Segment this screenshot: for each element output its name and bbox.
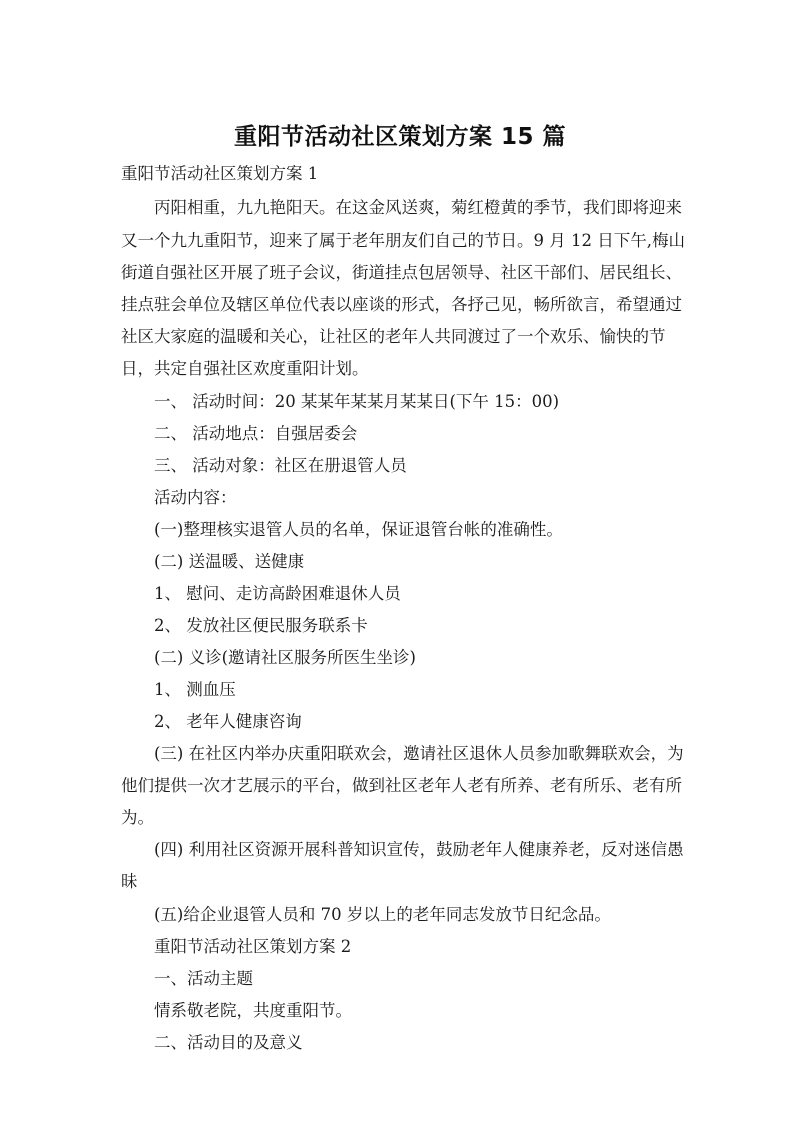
paragraph-line: 社区大家庭的温暖和关心，让社区的老年人共同渡过了一个欢乐、愉快的节 <box>121 327 666 346</box>
paragraph-line: 又一个九九重阳节，迎来了属于老年朋友们自己的节日。9 月 12 日下午,梅山 <box>121 231 685 250</box>
paragraph-line: 昧 <box>121 872 138 891</box>
list-item: (一)整理核实退管人员的名单，保证退管台帐的准确性。 <box>154 520 563 539</box>
paragraph-line: 他们提供一次才艺展示的平台，做到社区老年人老有所养、老有所乐、老有所 <box>121 776 682 795</box>
list-item: 一、 活动时间：20 某某年某某月某某日(下午 15：00) <box>154 392 560 411</box>
list-item: (二) 送温暖、送健康 <box>154 552 305 571</box>
paragraph-line: 街道自强社区开展了班子会议，街道挂点包居领导、社区干部们、居民组长、 <box>121 263 682 282</box>
paragraph-line: 日，共定自强社区欢度重阳计划。 <box>121 359 369 378</box>
list-item: 1、 慰问、走访高龄困难退休人员 <box>154 584 401 603</box>
list-item: (二) 义诊(邀请社区服务所医生坐诊) <box>154 648 416 667</box>
list-item: 二、 活动地点：自强居委会 <box>154 424 358 443</box>
paragraph-line: 情系敬老院，共度重阳节。 <box>154 1001 352 1020</box>
list-item: 2、 发放社区便民服务联系卡 <box>154 616 368 635</box>
page-title: 重阳节活动社区策划方案 15 篇 <box>233 124 567 150</box>
section-heading: 重阳节活动社区策划方案 1 <box>121 164 319 183</box>
paragraph-line: 活动内容： <box>154 488 237 507</box>
list-item: 1、 测血压 <box>154 680 236 699</box>
list-item: 2、 老年人健康咨询 <box>154 712 302 731</box>
paragraph-line: 丙阳相重，九九艳阳天。在这金风送爽，菊红橙黄的季节，我们即将迎来 <box>154 198 682 217</box>
section-heading: 重阳节活动社区策划方案 2 <box>154 937 352 956</box>
list-item: 三、 活动对象：社区在册退管人员 <box>154 456 407 475</box>
list-item: 一、活动主题 <box>154 969 253 988</box>
paragraph-line: 挂点驻会单位及辖区单位代表以座谈的形式，各抒己见，畅所欲言，希望通过 <box>121 295 682 314</box>
list-item: 二、活动目的及意义 <box>154 1033 303 1052</box>
paragraph-line: 为。 <box>121 808 154 827</box>
list-item: (五)给企业退管人员和 70 岁以上的老年同志发放节日纪念品。 <box>154 905 611 924</box>
paragraph-line: (三) 在社区内举办庆重阳联欢会，邀请社区退休人员参加歌舞联欢会，为 <box>154 744 684 763</box>
paragraph-line: (四) 利用社区资源开展科普知识宣传，鼓励老年人健康养老，反对迷信愚 <box>154 840 684 859</box>
